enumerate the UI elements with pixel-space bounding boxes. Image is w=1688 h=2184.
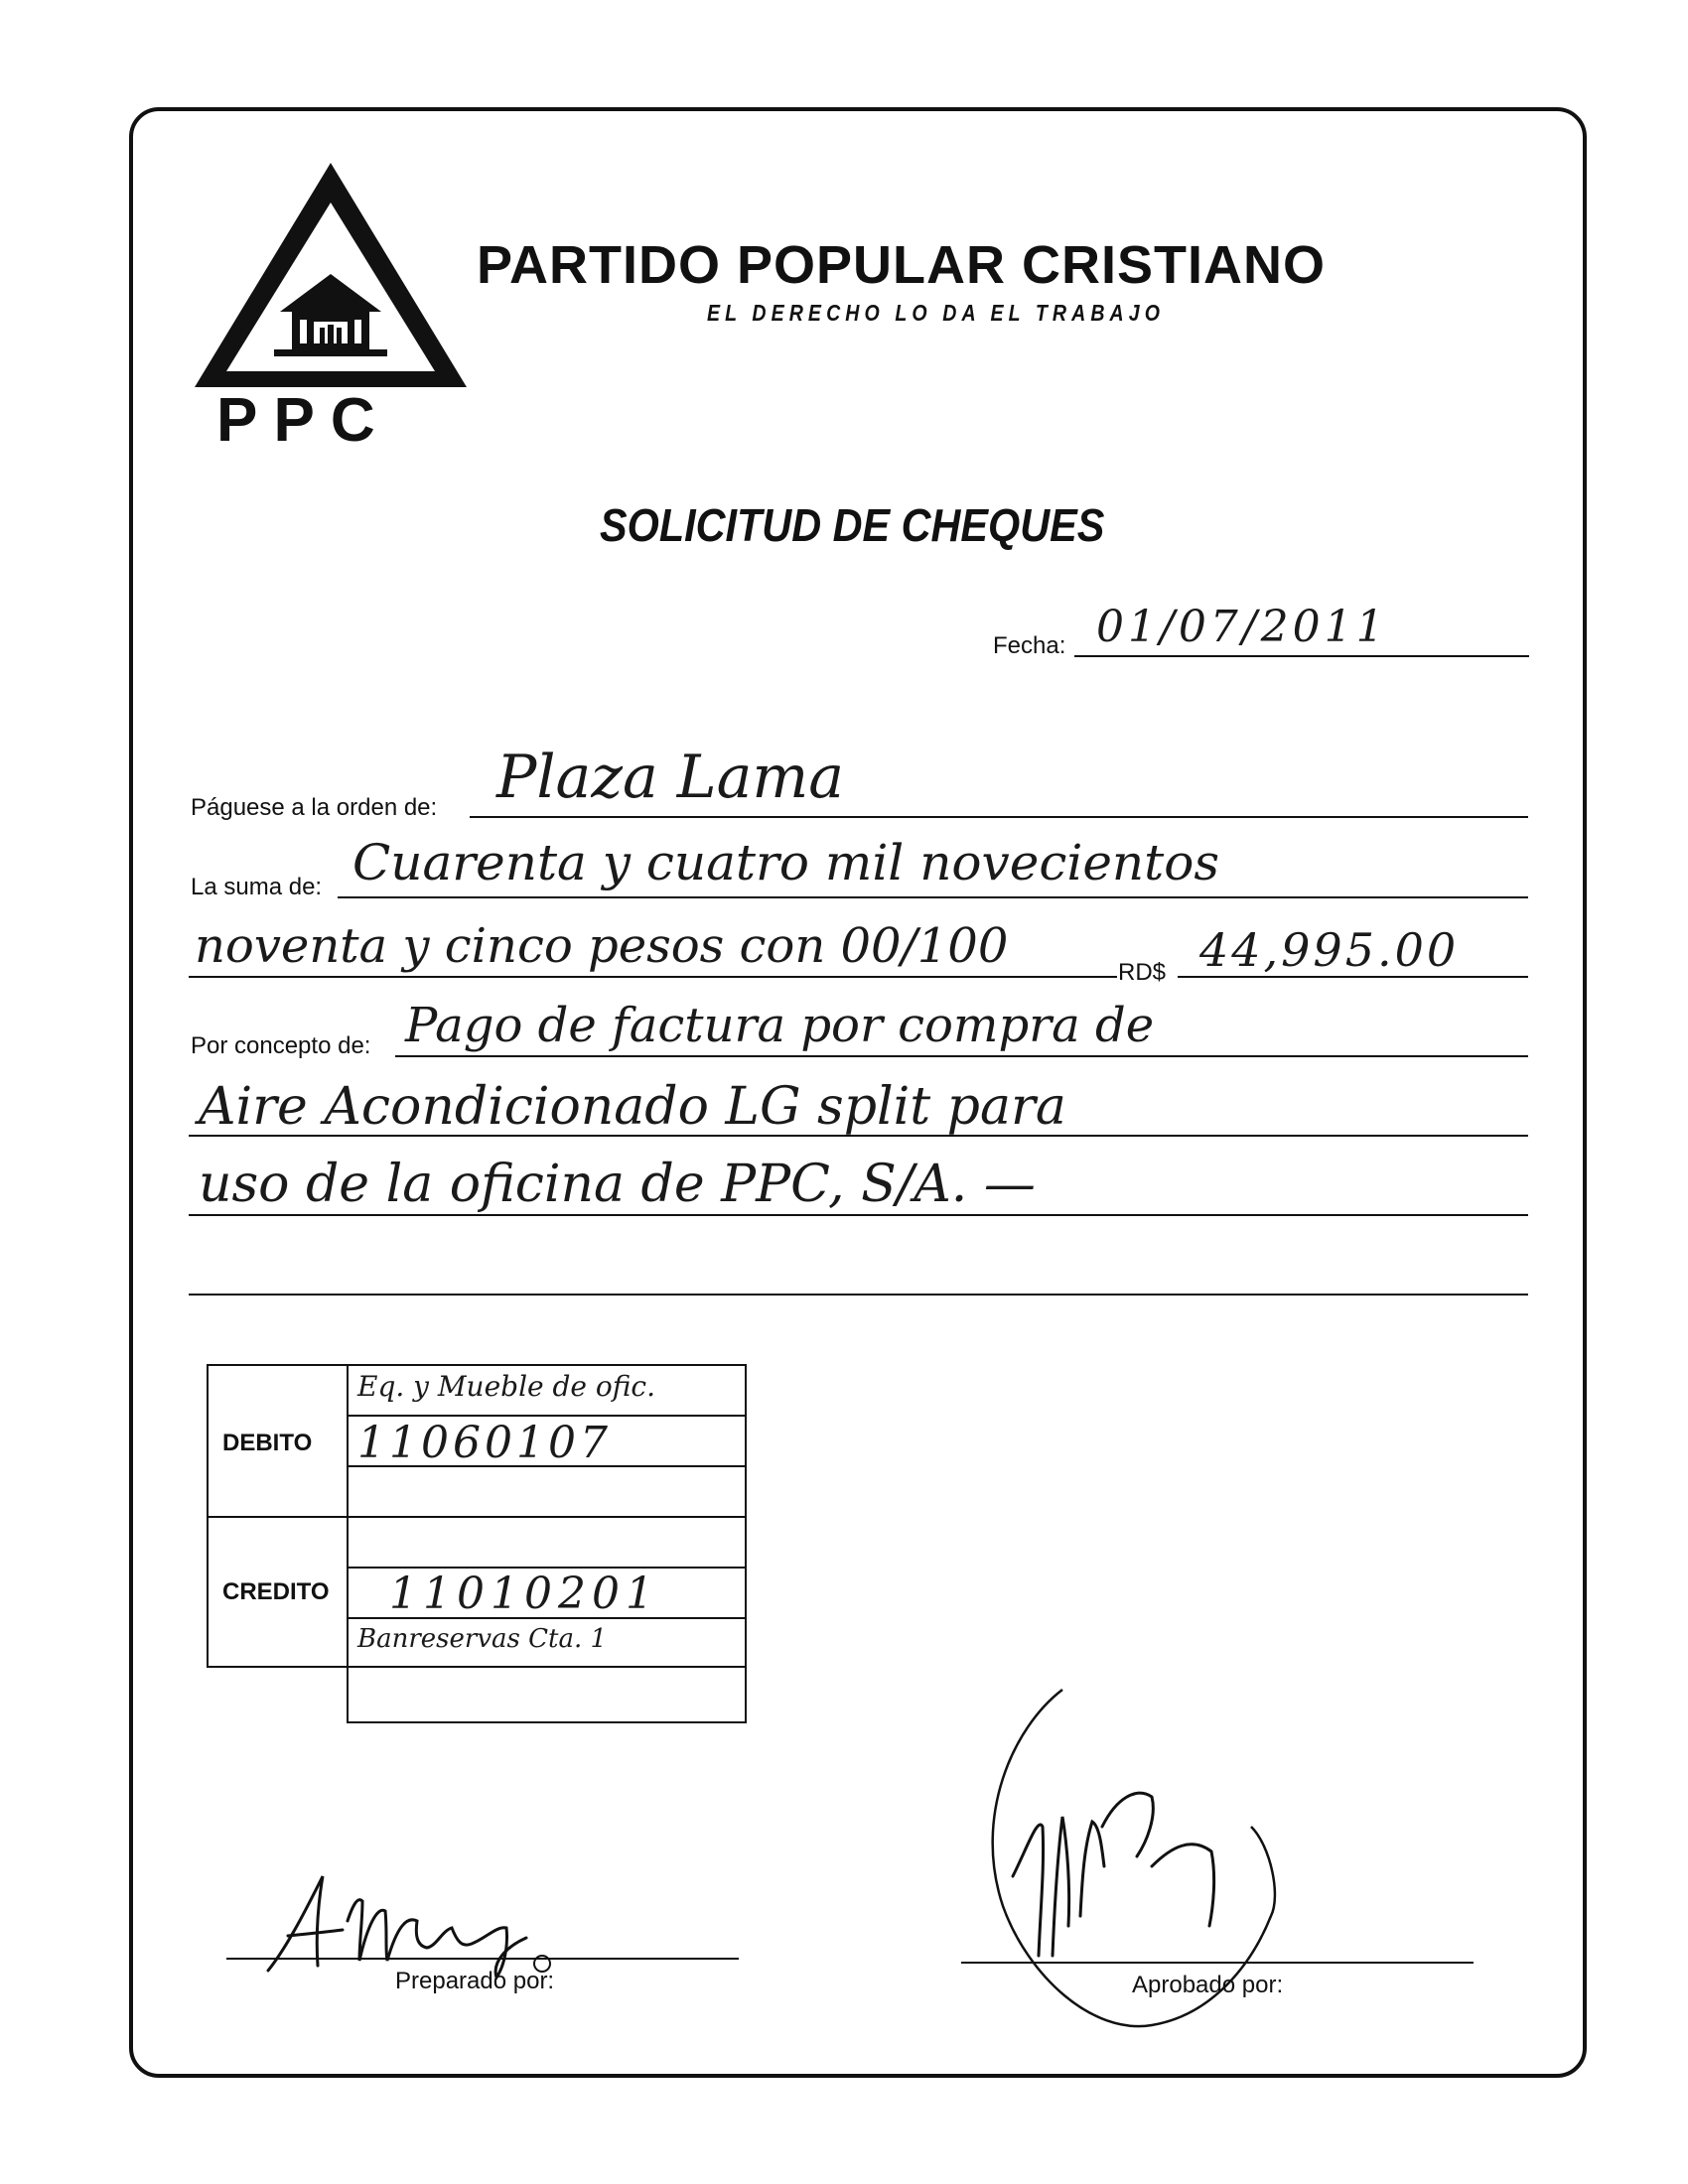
paguese-line	[470, 816, 1528, 818]
suma-value-line2: noventa y cinco pesos con 00/100	[195, 918, 1009, 974]
debito-description: Eq. y Mueble de ofic.	[357, 1370, 656, 1403]
preparado-signature	[248, 1866, 576, 1985]
suma-label: La suma de:	[191, 874, 323, 900]
credito-description: Banreservas Cta. 1	[357, 1624, 608, 1654]
concepto-value-line1: Pago de factura por compra de	[405, 998, 1155, 1053]
aprobado-label: Aprobado por:	[1132, 1972, 1284, 1998]
preparado-label: Preparado por:	[395, 1968, 555, 1994]
debito-label: DEBITO	[222, 1430, 313, 1456]
accounts-divider	[347, 1364, 349, 1723]
rds-label: RD$	[1118, 959, 1167, 986]
triangle-house-icon	[195, 163, 467, 443]
rds-value: 44,995.00	[1199, 923, 1460, 977]
concepto-label: Por concepto de:	[191, 1032, 371, 1059]
concepto-line-3	[189, 1214, 1528, 1216]
ppc-logo	[195, 163, 467, 443]
logo-letters: P P C	[216, 386, 375, 443]
concepto-value-line2: Aire Acondicionado LG split para	[199, 1077, 1066, 1137]
debito-code: 11060107	[357, 1418, 612, 1468]
accounts-right-edge	[745, 1364, 747, 1723]
concepto-value-line3: uso de la oficina de PPC, S/A. —	[199, 1155, 1036, 1214]
concepto-line-4	[189, 1294, 1528, 1296]
accounts-mid-line	[207, 1516, 747, 1518]
fecha-label: Fecha:	[993, 632, 1066, 659]
fecha-line	[1074, 655, 1529, 657]
fecha-value: 01/07/2011	[1096, 602, 1388, 652]
accounts-bottom-line	[347, 1721, 747, 1723]
suma-value-line1: Cuarenta y cuatro mil novecientos	[352, 834, 1219, 891]
credito-code: 11010201	[389, 1569, 659, 1619]
aprobado-signature	[953, 1668, 1331, 2045]
concepto-line-1	[395, 1055, 1528, 1057]
suma-line-2	[189, 976, 1117, 978]
organization-motto: EL DERECHO LO DA EL TRABAJO	[707, 300, 1166, 326]
credito-label: CREDITO	[222, 1578, 330, 1605]
paguese-value: Plaza Lama	[496, 743, 845, 812]
organization-name: PARTIDO POPULAR CRISTIANO	[477, 235, 1327, 295]
document-title: SOLICITUD DE CHEQUES	[600, 499, 1105, 551]
accounts-row-line	[347, 1415, 747, 1417]
paguese-label: Páguese a la orden de:	[191, 794, 438, 821]
suma-line-1	[338, 896, 1528, 898]
